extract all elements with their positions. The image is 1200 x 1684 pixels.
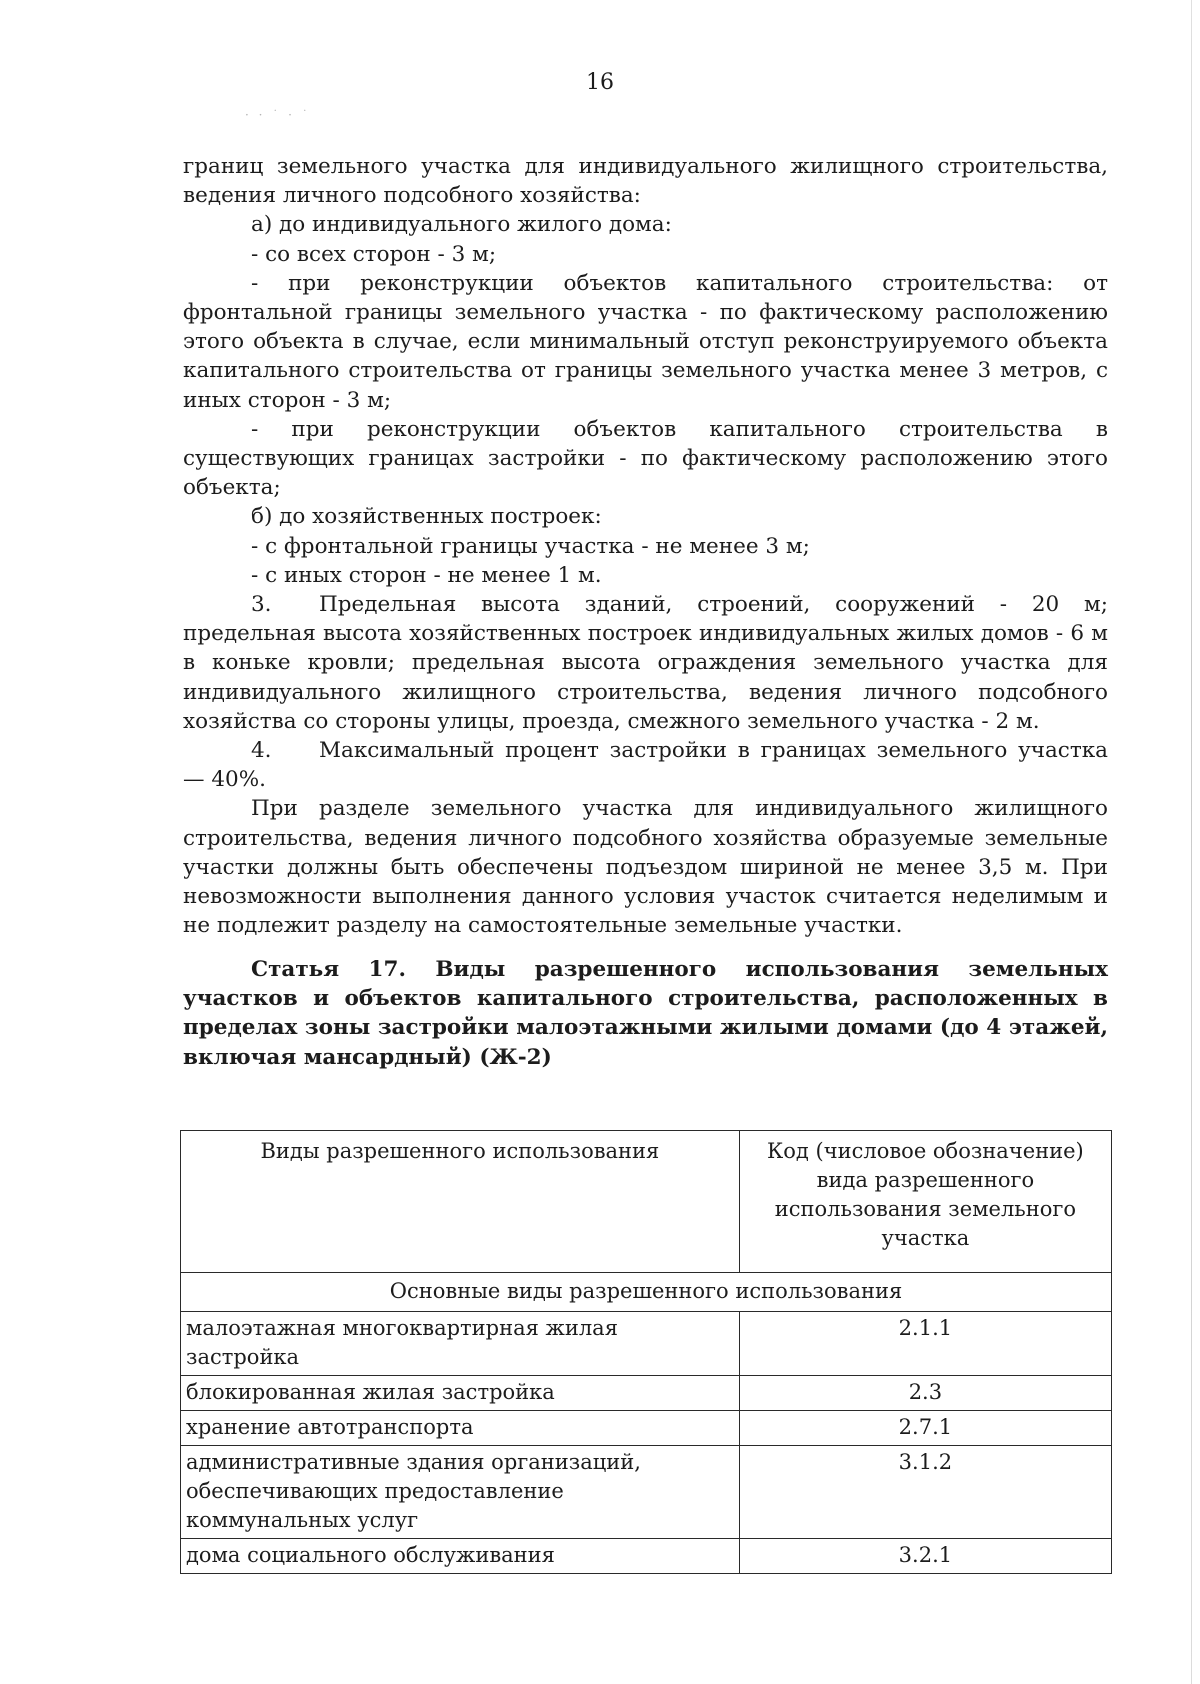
item-4-number: 4. (251, 738, 272, 764)
paragraph-to-house: а) до индивидуального жилого дома: (251, 212, 672, 238)
header-use-cell: Виды разрешенного использования (181, 1131, 740, 1273)
table-header-row (181, 1131, 1112, 1273)
table-section-row (181, 1273, 1112, 1312)
use-cell: хранение автотранспорта (181, 1411, 740, 1446)
table-row (181, 1411, 1112, 1446)
code-cell: 2.3 (739, 1376, 1111, 1411)
body-text (183, 152, 1108, 940)
table-row (181, 1376, 1112, 1411)
paragraph-reconstruction-frontal: - при реконструкции объектов капитального строительства: от фронтальной границы земельного участка - по фактическому расположению этого объекта в случае, если минимальный отступ реконструируемого объекта капитального строительства от границы земельного участка менее 3 метров, с иных сторон - 3 м; (183, 270, 1108, 413)
paragraph-other-sides: - с иных сторон - не менее 1 м. (251, 562, 602, 588)
table-row (181, 1446, 1112, 1539)
paragraph-reconstruction-existing: - при реконструкции объектов капитального строительства в существующих границах застройки - по фактическому расположению этого объекта; (183, 416, 1108, 501)
scan-specks: · · ˙ · ˙ (245, 108, 311, 122)
use-cell: малоэтажная многоквартирная жилая застройка (181, 1312, 740, 1376)
paragraph-all-sides: - со всех сторон - 3 м; (251, 241, 497, 267)
table-row (181, 1539, 1112, 1574)
item-3-text: Предельная высота зданий, строений, сооружений - 20 м; предельная высота хозяйственных построек индивидуальных жилых домов - 6 м в коньке кровли; предельная высота ограждения земельного участка для индивидуального жилищного строительства, ведения личного подсобного хозяйства со стороны улицы, проезда, смежного земельного участка - 2 м. (183, 592, 1108, 734)
use-cell: административные здания организаций, обеспечивающих предоставление коммунальных услуг (181, 1446, 740, 1539)
code-cell: 3.1.2 (739, 1446, 1111, 1539)
header-code-cell: Код (числовое обозначение) вида разрешенного использования земельного участка (739, 1131, 1111, 1273)
paragraph-division: При разделе земельного участка для индивидуального жилищного строительства, ведения личного подсобного хозяйства образуемые земельные участки должны быть обеспечены подъездом шириной не менее 3,5 м. При невозможности выполнения данного условия участок считается неделимым и не подлежит разделу на самостоятельные земельные участки. (183, 796, 1108, 939)
use-cell: дома социального обслуживания (181, 1539, 740, 1574)
use-cell: блокированная жилая застройка (181, 1376, 740, 1411)
paragraph-setback-intro: границ земельного участка для индивидуального жилищного строительства, ведения личного подсобного хозяйства: (183, 154, 1108, 209)
permitted-uses-table (180, 1130, 1112, 1574)
item-3-number: 3. (251, 592, 272, 618)
paragraph-frontal-boundary: - с фронтальной границы участка - не менее 3 м; (251, 533, 810, 559)
section-main-uses: Основные виды разрешенного использования (181, 1273, 1112, 1312)
item-4-text: Максимальный процент застройки в границах земельного участка — 40%. (183, 738, 1108, 793)
article-heading: Статья 17. Виды разрешенного использования земельных участков и объектов капитального строительства, расположенных в пределах зоны застройки малоэтажными жилыми домами (до 4 этажей, включая мансардный) (Ж-2) (183, 957, 1108, 1070)
table-row (181, 1312, 1112, 1376)
paragraph-item-3 (183, 590, 1108, 736)
code-cell: 2.1.1 (739, 1312, 1111, 1376)
scan-edge-line (1191, 0, 1192, 1684)
paragraph-item-4 (183, 736, 1108, 794)
page-number: 16 (586, 70, 614, 95)
paragraph-to-outbuildings: б) до хозяйственных построек: (251, 504, 602, 530)
code-cell: 2.7.1 (739, 1411, 1111, 1446)
code-cell: 3.2.1 (739, 1539, 1111, 1574)
